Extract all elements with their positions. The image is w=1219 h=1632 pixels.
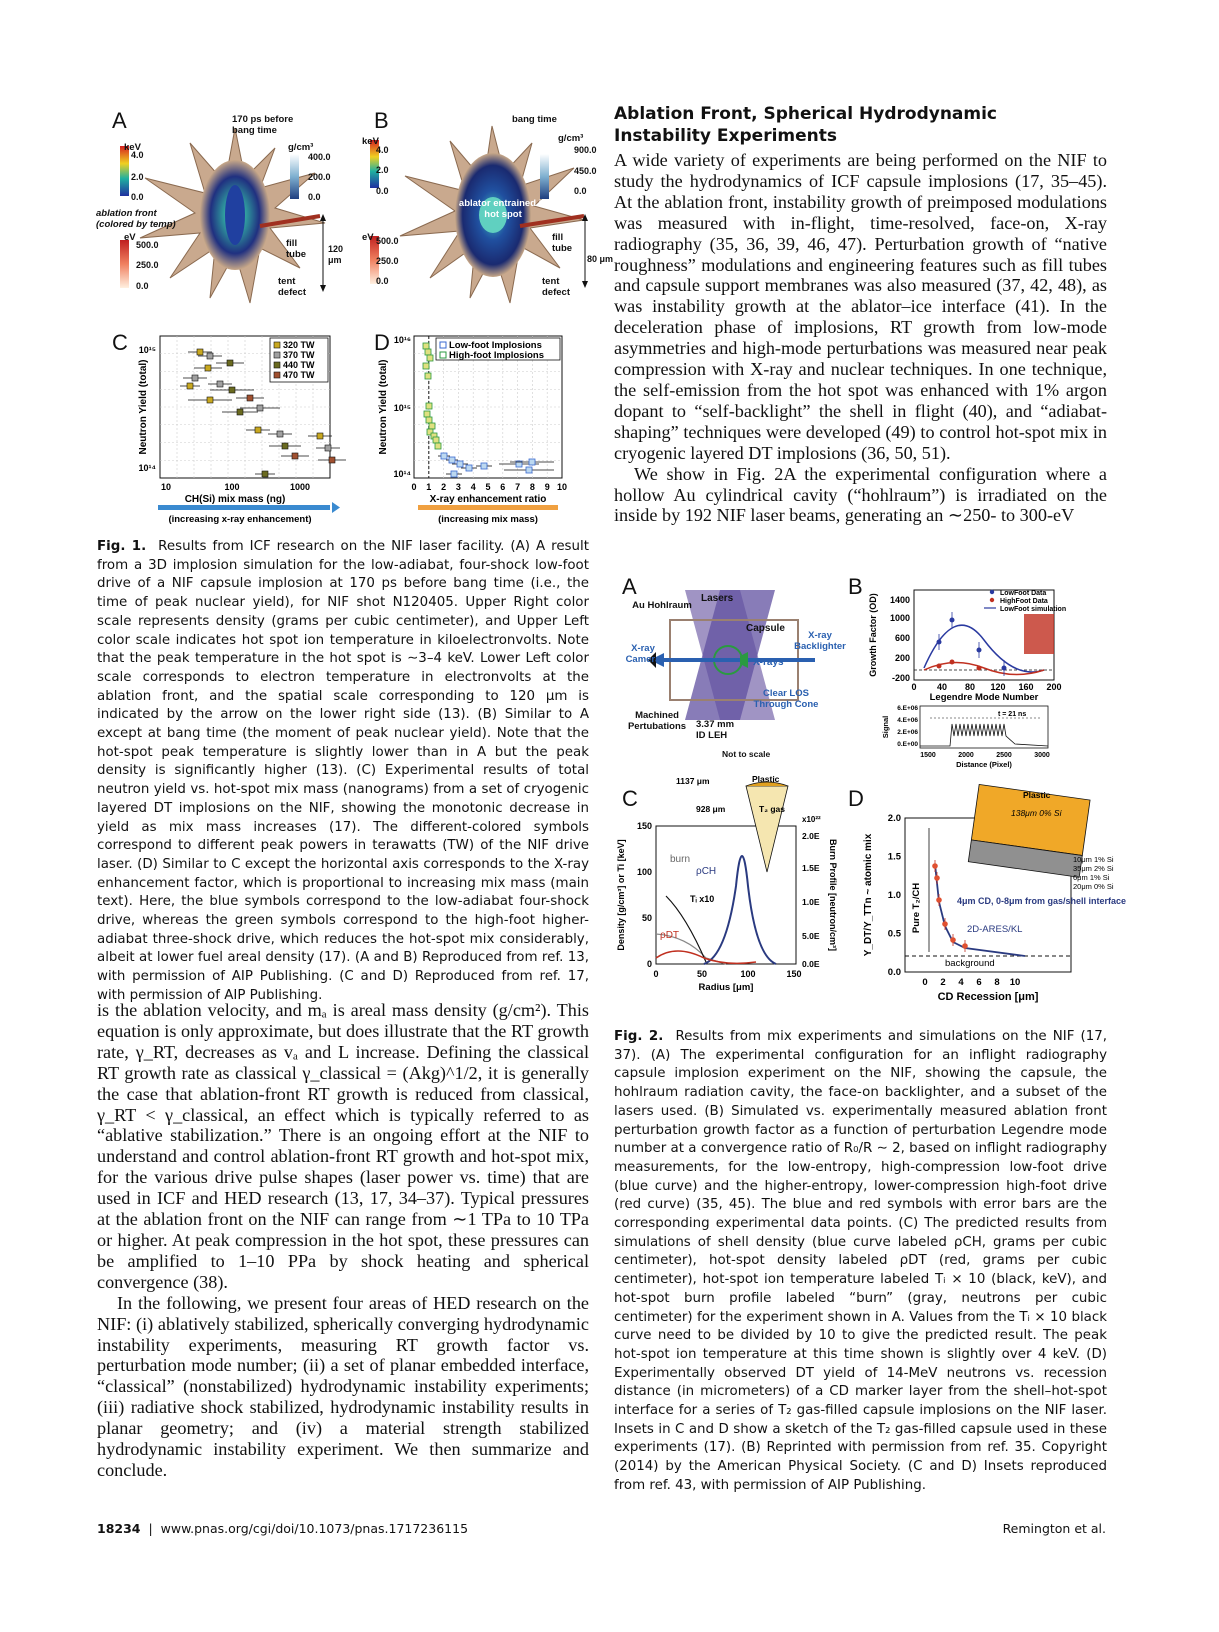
y2-tick-label: 0.0E [802,959,820,969]
data-point [451,471,457,477]
fig1-a-fill-tube: fill tube [286,238,307,260]
data-point [247,395,253,401]
inset-layer-label: 6μm 1% Si [1073,873,1110,882]
data-point [950,618,955,623]
fig1-b-density-tick: 0.0 [574,186,587,196]
x-axis-label: CH(Si) mix mass (ng) [184,494,286,505]
y-tick-label: 10¹⁴ [393,469,411,479]
data-point [457,461,463,467]
inset-x-tick: 1500 [920,752,936,759]
legend-entry: HighFoot Data [1000,598,1048,605]
x-tick-label: 10 [160,482,172,492]
inset-time-label: t = 21 ns [998,711,1027,718]
data-point [1002,666,1007,671]
fig1-b-tent: tent defect [542,276,570,298]
right-paragraph-1: A wide variety of experiments are being performed on the NIF to study the hydrodynamics of ICF capsule implosions (17, 35–45). At the ablation front, instability growth of preimposed modulations was measured with in-flight, time-resolved, face-on, X-ray radiography (35, 36, 39, 46, 47). Perturbation growth of “native roughness” modulations and engineering features such as fill tubes and capsule support membranes was also measured (37, 42, 48), as was instability growth at the ablator–ice interface (41). In the deceleration phase of implosions, RT growth from low-mode asymmetries and high-mode perturbations was measured near peak compression with X-ray and nuclear techniques. In one technique, the self-emission from the hot spot was enhanced with 1% argon dopant to “self-backlight” the shell in flight (40), and “adiabat-shaping” techniques were developed (49) to control hot-spot mix in cryogenic layered DT implosions (36, 50, 51). [614,150,1107,463]
fig1-b-scale: 80 μm [587,254,614,264]
legend-entry: High-foot Implosions [449,350,544,361]
arrow-label: (increasing mix mass) [438,514,538,525]
left-paragraph-1: is the ablation velocity, and mₐ is areal mass density (g/cm²). This equation is only approximate, but does illustrate that the RT growth rate, γ_RT, decreases as vₐ and L increase. Defining the classical RT growth rate as classical γ_classical = (Akg)^1/2, it is generally the case that ablation-front RT growth is reduced from classical, γ_RT < γ_classical, an effect which is typically referred to as “ablative stabilization.” There is an ongoing effort at the NIF to understand and control ablation-front RT growth and hot-spot mix, for the various drive pulse shapes (laser power vs. time) that are used in ICF and HED research (13, 17, 34–37). Typical pressures at the ablation front on the NIF can range from ∼1 TPa to 10 TPa or higher. At peak compression in the hot spot, these pressures can be amplified to 1–10 PPa by shock heating and spherical convergence (38). [97,1000,589,1292]
data-point [529,459,535,465]
data-point [427,355,433,361]
x-tick-label: 9 [544,482,550,492]
legend-entry: 370 TW [283,350,315,360]
x-axis-label: CD Recession [μm] [937,991,1039,1003]
x-tick-label: 150 [786,969,802,979]
y-tick-label: 1.0 [887,890,901,901]
fig2-panel-b-inset-plot [880,700,1060,778]
fig2-a-xrays-label: X-rays [753,657,784,668]
right-paragraph-2: We show in Fig. 2A the experimental configuration where a hollow Au cylindrical cavity (“hohlraum”) is irradiated on the inside by 192 NIF laser beams, generating an ∼250- to 300-eV [614,463,1107,526]
fig1-a-density-tick: 0.0 [308,192,321,202]
y-tick-label: 10¹⁵ [393,403,411,413]
fig1-panel-d-plot [362,330,602,545]
y-tick-label: 0.5 [887,928,901,940]
data-point [207,353,213,359]
fig1-a-density-tick: 400.0 [308,152,331,162]
inset-y-tick: 4.E+06 [897,717,918,724]
legend-swatch [990,598,994,602]
legend-entry: LowFoot Data [1000,590,1047,597]
fig2-a-los-label: Clear LOS Through Cone [753,688,819,710]
legend-swatch [440,342,446,348]
data-point [217,381,223,387]
inset-x-tick: 2000 [958,752,974,759]
fig1-panel-a-letter: A [112,108,127,133]
x-tick-label: 100 [224,482,240,492]
x-tick-label: 0 [911,682,917,692]
data-point [317,433,323,439]
inset-outer-dim: 1137 μm [676,776,710,786]
fig2-panel-b-letter: B [848,574,863,599]
kev-colorbar-a [120,146,129,196]
fig1-caption-label: Fig. 1. [97,539,147,554]
inset-y-tick: 6.E+06 [897,705,918,712]
data-point [423,363,429,369]
fig2-a-leh-label: 3.37 mm ID LEH [696,719,735,741]
x-tick-label: 1 [426,482,432,492]
inset-y-label: Signal [881,715,890,739]
fig2-panel-c-plot [612,770,862,1000]
fig2-a-not-to-scale: Not to scale [722,749,771,759]
data-point [937,664,942,669]
legend-entry: Low-foot Implosions [449,340,542,351]
fig1-b-density-tick: 900.0 [574,145,597,155]
data-point [466,465,472,471]
data-point [425,373,431,379]
fig2-a-capsule-label: Capsule [746,623,785,634]
fig1-caption-text: Results from ICF research on the NIF laser facility. (A) A result from a 3D implosion simulation for the low-adiabat, four-shock low-foot drive of a NIF capsule implosion at 170 ps before bang time (i.e., the time of peak nuclear yield), for NIF shot N120405. Upper Right color scale represents density (grams per cubic centimeter), and Upper Left color scale indicates hot spot ion temperature in kiloelectronvolts. Note that the peak temperature in the hot spot is ∼3–4 keV. Lower Left color scale corresponds to electron temperature in electronvolts at the ablation front, and the spatial scale corresponding to 120 μm is indicated by the arrow on the lower right side (13). (B) Similar to A except at bang time (the moment of peak nuclear yield). Note that the hot-spot peak temperature is slightly lower than in A but the peak density is significantly higher (13). (C) Experimental results of total neutron yield vs. hot-spot mix mass (nanograms) from a set of cryogenic layered DT implosions on the NIF, showing the monotonic decrease in yield as mix mass increases (17). The different-colored symbols correspond to different peak powers in terawatts (TW) of the NIF drive laser. (D) Similar to C except the horizontal axis corresponds to the X-ray enhancement factor, which is proportional to increasing mix mass (main text). Here, the blue symbols correspond to the low-adiabat four-shock drive, whereas the green symbols correspond to the high-foot higher-adiabat three-shock drive, which reduces the hot-spot mix considerably, albeit at lower fuel areal density (17). (A and B) Reproduced from ref. 13, with permission of AIP Publishing. (C and D) Reproduced from ref. 17, with permission of AIP Publishing. [97,539,589,1003]
x-tick-label: 0 [653,969,659,979]
data-point [423,343,429,349]
inset-y-tick: 0.E+00 [897,741,918,748]
fig1-a-kev-tick: 2.0 [131,172,144,182]
x-tick-label: 2 [940,977,946,988]
y-axis-label: Neutron Yield (total) [138,359,149,455]
y-tick-label: 600 [894,633,910,643]
data-point [255,427,261,433]
x-tick-label: 160 [1018,682,1034,692]
data-point [277,431,283,437]
highfoot-curve [924,662,1044,674]
fig1-a-kev-label: keV [124,142,141,153]
fig1-b-kev-tick: 4.0 [376,145,389,155]
data-point [950,660,955,665]
data-point [435,443,441,449]
inset-gas-label: T₂ gas [759,804,785,814]
y-tick-label: 10¹⁶ [393,335,411,345]
y-axis-label: Growth Factor (OD) [868,593,878,677]
legend-entry: 440 TW [283,360,315,370]
fig1-b-ev-tick: 0.0 [376,276,389,286]
x-tick-label: 4 [470,482,476,492]
fig1-caption [97,538,589,1006]
x-tick-label: 8 [994,977,1000,988]
arrow-head [332,502,340,513]
x-tick-label: 8 [529,482,535,492]
fig1-b-kev-tick: 2.0 [376,165,389,175]
legend-swatch [274,372,280,378]
inset-plastic-label: Plastic [1023,790,1051,800]
fig2-a-backlighter-label: X-ray Backlighter [794,630,846,652]
inset-y-tick: 2.E+06 [897,729,918,736]
fig1-b-density-tick: 450.0 [574,166,597,176]
data-point [942,921,948,927]
fig2-a-camera-label: X-ray Camera [625,643,661,665]
fig1-a-kev-tick: 4.0 [131,150,144,160]
y-tick-label: 50 [641,913,652,923]
fig1-a-tent: tent defect [278,276,306,298]
y-tick-label: 10¹⁵ [138,345,156,355]
legend-swatch [274,362,280,368]
y2-tick-label: 2.0E [802,831,820,841]
fig1-b-ev-tick: 500.0 [376,236,399,246]
y2-tick-label: 5.0E [802,931,820,941]
fig1-b-title: bang time [512,114,557,125]
inset-top-label: 138μm 0% Si [1011,808,1062,818]
fig2-panel-c-letter: C [622,786,638,811]
legend-entry: 320 TW [283,340,315,350]
fig1-a-kev-tick: 0.0 [131,192,144,202]
legend-entry: LowFoot simulation [1000,606,1067,613]
fig2-caption-label: Fig. 2. [614,1029,664,1044]
data-point [936,897,942,903]
inset-signal [920,724,1048,746]
fig1-panel-b-letter: B [374,108,389,133]
data-point [425,349,431,355]
data-point [426,403,432,409]
background-label: background [945,958,995,969]
fig2-a-lasers-label: Lasers [701,593,734,604]
data-point [962,943,968,949]
fig1-a-ev-label: eV [124,232,136,243]
x-tick-label: 80 [964,682,976,692]
fig1-panel-d-letter: D [374,330,390,355]
x-tick-label: 1000 [289,482,311,492]
legend-swatch [440,352,446,358]
fig1-b-kev-tick: 0.0 [376,186,389,196]
inset-x-tick: 3000 [1034,752,1050,759]
data-point [229,387,235,393]
x-tick-label: 7 [515,482,521,492]
inset-x-tick: 2500 [996,752,1012,759]
fig2-caption [614,1028,1107,1496]
page-number: 18234 [97,1521,141,1536]
inset-image [1024,614,1054,654]
data-point [433,437,439,443]
left-column-body [97,1000,589,1481]
inset-frame [920,706,1048,748]
x-tick-label: 40 [936,682,948,692]
left-paragraph-2: In the following, we present four areas of HED research on the NIF: (i) ablatively stabilized, spherically converging hydrodynamic instability experiments, measuring RT growth factor vs. perturbation mode number; (ii) a set of planar embedded interface, “classical” (nonstabilized) hydrodynamic instability experiments; (iii) radiative shock stabilized, hydrodynamic instability results in planar geometry; and (iv) a material strength stabilized hydrodynamic instability experiment. We then summarize and conclude. [97,1292,589,1480]
inset-layer-label: 20μm 0% Si [1073,882,1114,891]
ares-label: 2D-ARES/KL [967,924,1023,935]
fig1-a-density-tick: 200.0 [308,172,331,182]
fig1-a-ev-tick: 500.0 [136,240,159,250]
data-point [262,471,268,477]
fig1-a-scale: 120 μm [328,244,344,265]
y-tick-label: 1400 [889,595,910,605]
fig2-panel-a-letter: A [622,574,637,599]
fig2-panel-d-plot [855,790,1127,1015]
footer [97,1521,468,1536]
data-point [932,863,938,869]
fig1-b-kev-label: keV [362,136,379,147]
fig2-panel-b-plot [860,580,1080,703]
fig1-a-ablation-label: ablation front (colored by temp) [96,208,176,230]
data-point [282,443,288,449]
y-axis-label: Density [g/cm³] or Ti [keV] [616,839,626,951]
data-point [449,457,455,463]
ev-colorbar-a [120,240,129,288]
fig1-b-entrained-label: ablator entrained in hot spot [458,198,548,220]
x-tick-label: 6 [500,482,506,492]
fig1-b-density-unit: g/cm³ [558,133,584,144]
y-tick-label: 1000 [889,613,910,623]
y-tick-label: 150 [636,821,652,831]
fig1-a-title: 170 ps before bang time [232,114,294,136]
data-point [292,453,298,459]
x-tick-label: 2 [441,482,447,492]
x-tick-label: 0 [922,977,928,988]
arrow-bar [418,505,558,510]
data-point [325,445,331,451]
burn-label: burn [670,854,691,865]
rho-ch-label: ρCH [696,866,717,877]
data-point [424,411,430,417]
x-tick-label: 10 [1009,977,1021,988]
data-point [329,457,335,463]
x-tick-label: 0 [411,482,417,492]
data-point [205,365,211,371]
data-point [977,648,982,653]
data-point [237,409,243,415]
legend-swatch [990,590,994,594]
x-tick-label: 50 [696,969,708,979]
density-colorbar-a [290,154,299,199]
inset-x-label: Distance (Pixel) [956,760,1012,769]
x-axis-label: X-ray enhancement ratio [429,494,547,505]
inset-inner-dim: 928 μm [696,804,726,814]
data-point [934,875,940,881]
fig1-a-ev-tick: 250.0 [136,260,159,270]
y-tick-label: 0 [646,959,652,969]
fig1-b-fill-tube: fill tube [552,232,573,254]
x-axis-label: Radius [μm] [698,982,754,993]
fig1-b-ev-label: eV [362,232,374,243]
inset-plastic-label: Plastic [752,774,780,784]
footer-doi-link[interactable]: www.pnas.org/cgi/doi/10.1073/pnas.1717236115 [160,1521,469,1536]
legend-entry: 470 TW [283,370,315,380]
y-tick-label: 0.0 [887,967,901,978]
section-heading: Ablation Front, Spherical Hydrodynamic Instability Experiments [614,104,998,146]
x-tick-label: 4 [958,977,964,988]
fig1-panel-c-plot [100,330,340,545]
fig2-a-au-label: Au Hohlraum [632,600,692,611]
footer-authors: Remington et al. [1002,1521,1106,1536]
x-tick-label: 3 [455,482,461,492]
y-tick-label: 1.5 [887,851,901,863]
right-column-body [614,150,1107,526]
x-tick-label: 6 [976,977,982,988]
fig1-a-ev-tick: 0.0 [136,281,149,291]
data-point [187,383,193,389]
fig2-caption-text: Results from mix experiments and simulations on the NIF (17, 37). (A) The experimental configuration for an inflight radiography capsule implosion experiment on the NIF, showing the capsule, the hohlraum radiation cavity, the face-on backlighter, and a subset of the lasers used. (B) Simulated vs. experimentally measured ablation front perturbation growth factor as a function of perturbation Legendre mode number at a convergence ratio of R₀/R ∼ 2, based on inflight radiography measurements, for the low-entropy, high-compression low-foot drive (blue curve) and the higher-entropy, lower-compression high-foot drive (red curve) (35, 45). The blue and red symbols with error bars are the corresponding experimental data points. (C) The predicted results from simulations of shell density (blue curve labeled ρCH, grams per cubic centimeter), hot-spot density labeled ρDT (red, grams per cubic centimeter), hot-spot ion temperature labeled Tᵢ × 10 (black, keV), and hot-spot burn profile labeled “burn” (gray, neutrons per cubic centimeter) for the experiment shown in A. Values from the Tᵢ × 10 black curve need to be divided by 10 to give the predicted result. The peak hot-spot ion temperature at this time shown is slightly over 4 keV. (D) Experimentally observed DT yield of 14-MeV neutrons vs. recession distance (in micrometers) of a CD marker layer from the shell–hot-spot interface for a series of T₂ gas-filled capsule implosions on the NIF laser. Insets in C and D show a sketch of the T₂ gas-filled capsule used in these experiments (17). (B) Reprinted with permission from ref. 35. Copyright (2014) by the American Physical Society. (C and D) Insets reproduced from ref. 43, with permission of AIP Publishing. [614,1029,1108,1493]
data-point [257,405,263,411]
arrow-label: (increasing x-ray enhancement) [168,514,312,525]
inset-layer-label: 10μm 1% Si [1073,855,1114,864]
y-axis-label: Y_DT/Y_TTn ~ atomic mix [863,833,874,957]
legend-swatch [274,352,280,358]
data-point [977,666,982,671]
ti-label: Tᵢ x10 [690,894,715,904]
x-axis-label: Legendre Mode Number [929,692,1039,703]
data-point [207,397,213,403]
arrow-bar [158,505,330,510]
x-tick-label: 100 [740,969,756,979]
rho-dt-label: ρDT [660,930,680,941]
inset-wedge [746,786,788,872]
plot-frame [656,826,796,964]
data-point [227,360,233,366]
data-point [481,463,487,469]
fig2-a-machined-label: Machined Pertubations [627,710,687,732]
data-point [192,375,198,381]
y2-tick-label: 1.0E [802,897,820,907]
data-point [441,453,447,459]
x-tick-label: 5 [485,482,491,492]
data-point [526,467,532,473]
y-tick-label: 10¹⁴ [138,463,156,473]
y-tick-label: 100 [636,867,652,877]
y2-tick-label: 1.5E [802,863,820,873]
data-point [197,349,203,355]
x-tick-label: 120 [990,682,1006,692]
footer-separator: | [148,1521,153,1536]
data-point [937,640,942,645]
legend-swatch [274,342,280,348]
y-tick-label: -200 [891,673,910,683]
ares-curve [935,864,1025,956]
inset-layer-label: 35μm 2% Si [1073,864,1114,873]
fig1-a-density-unit: g/cm³ [288,142,314,153]
y2-multiplier: x10²² [802,815,821,824]
x-tick-label: 200 [1046,682,1062,692]
y-tick-label: 2.0 [887,813,901,824]
y-axis-label: Neutron Yield (total) [378,359,389,455]
data-point [426,417,432,423]
data-point [950,937,956,943]
data-point [429,423,435,429]
y-tick-label: 200 [894,653,910,663]
x-tick-label: 10 [556,482,568,492]
fig1-b-ev-tick: 250.0 [376,256,399,266]
cd-label: 4μm CD, 0-8μm from gas/shell interface [957,896,1127,906]
fig2-panel-d-letter: D [848,786,864,811]
fig1-panel-c-letter: C [112,330,128,355]
pure-label: Pure T₂/CH [911,882,922,934]
y2-axis-label: Burn Profile [neutron/cm³] [828,839,838,951]
